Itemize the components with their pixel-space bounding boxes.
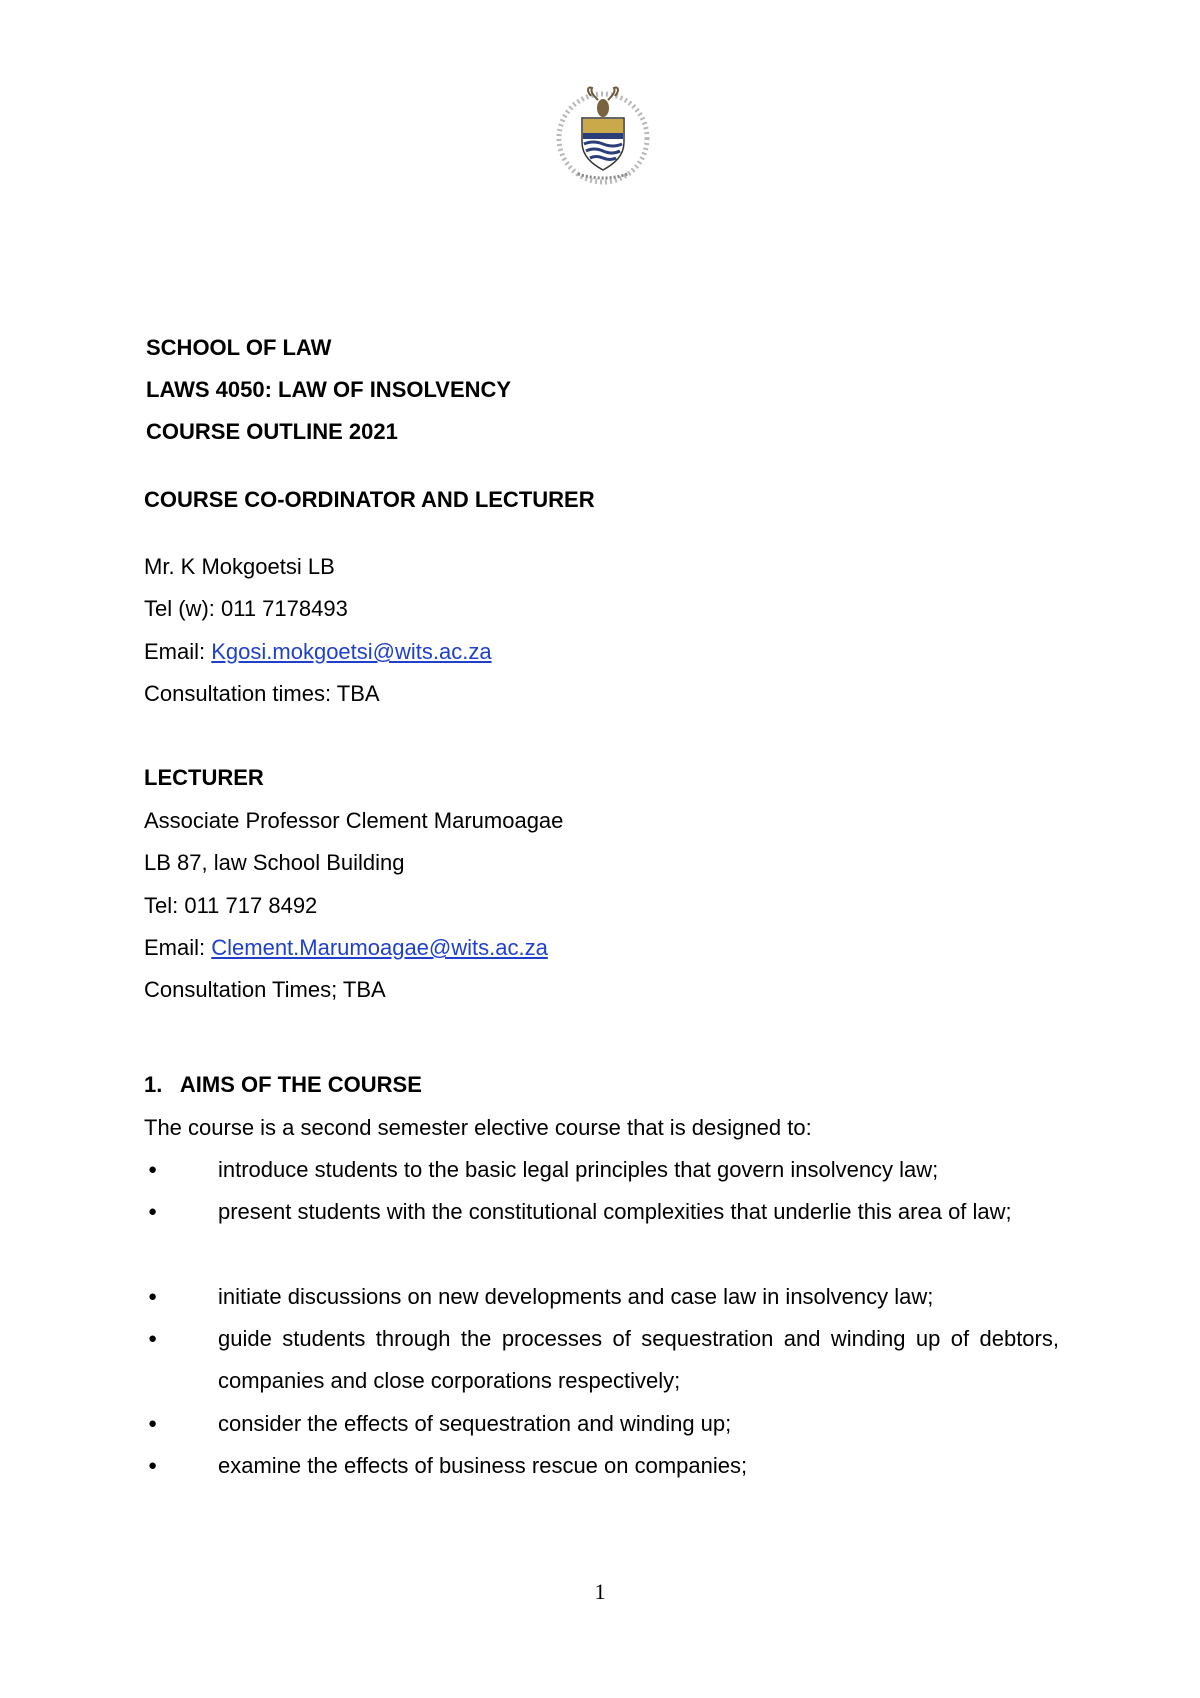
- coordinator-heading: COURSE CO-ORDINATOR AND LECTURER: [144, 487, 595, 512]
- lecturer-consultation: Consultation Times; TBA: [144, 977, 386, 1002]
- bullet-icon: ●: [148, 1415, 158, 1432]
- aims-bullet-6: examine the effects of business rescue on companies;: [218, 1453, 748, 1478]
- lecturer-heading: LECTURER: [144, 765, 264, 790]
- university-crest-logo: [548, 84, 658, 186]
- bullet-icon: ●: [148, 1288, 158, 1305]
- school-heading: SCHOOL OF LAW: [146, 335, 332, 360]
- coordinator-email-label: Email:: [144, 639, 212, 664]
- aims-bullet-4: guide students through the processes of sequestration and winding up of debtors, companies and close corporations respectively;: [218, 1326, 1059, 1393]
- coordinator-consultation: Consultation times: TBA: [144, 681, 380, 706]
- coordinator-name: Mr. K Mokgoetsi LB: [144, 554, 335, 579]
- lecturer-email-link[interactable]: Clement.Marumoagae@wits.ac.za: [211, 935, 548, 960]
- aims-heading: 1. AIMS OF THE COURSE: [144, 1072, 422, 1097]
- aims-intro: The course is a second semester elective course that is designed to:: [144, 1115, 812, 1140]
- coordinator-tel: Tel (w): 011 7178493: [144, 596, 348, 621]
- bullet-icon: ●: [148, 1161, 158, 1178]
- lecturer-tel: Tel: 011 717 8492: [144, 893, 318, 918]
- coordinator-email-link[interactable]: Kgosi.mokgoetsi@wits.ac.za: [211, 639, 492, 664]
- aims-bullet-3: initiate discussions on new developments and case law in insolvency law;: [218, 1284, 934, 1309]
- lecturer-name: Associate Professor Clement Marumoagae: [144, 808, 564, 833]
- course-outline-year: COURSE OUTLINE 2021: [146, 419, 398, 444]
- page-number: 1: [594, 1579, 606, 1604]
- aims-bullet-1: introduce students to the basic legal principles that govern insolvency law;: [218, 1157, 939, 1182]
- aims-bullet-2: present students with the constitutional complexities that underlie this area of law;: [218, 1199, 1012, 1224]
- bullet-icon: ●: [148, 1203, 158, 1220]
- bullet-icon: ●: [148, 1457, 158, 1474]
- coordinator-email-line: [144, 638, 492, 666]
- lecturer-email-line: [144, 934, 548, 962]
- lecturer-office: LB 87, law School Building: [144, 850, 405, 875]
- lecturer-email-label: Email:: [144, 935, 212, 960]
- course-title: LAWS 4050: LAW OF INSOLVENCY: [146, 377, 512, 402]
- bullet-icon: ●: [148, 1330, 158, 1347]
- aims-bullet-5: consider the effects of sequestration and winding up;: [218, 1411, 732, 1436]
